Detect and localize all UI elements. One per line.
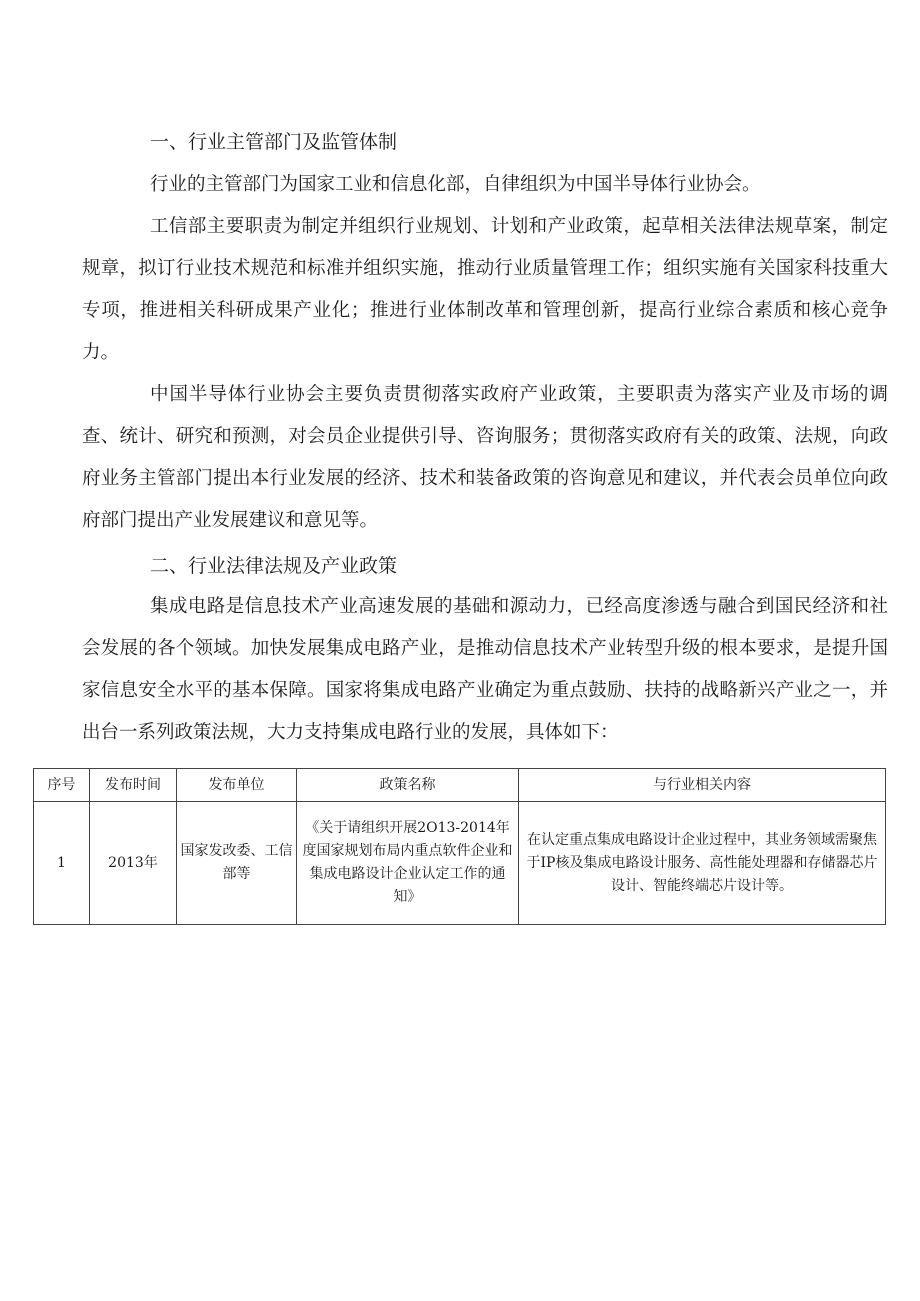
section-1-paragraph-3: 中国半导体行业协会主要负责贯彻落实政府产业政策，主要职责为落实产业及市场的调查、统计、研究和预测，对会员企业提供引导、咨询服务；贯彻落实政府有关的政策、法规，向政府业务主管部门提出本行业发展的经济、技术和装备政策的咨询意见和建议，并代表会员单位向政府部门提出产业发展建议和意见等。 bbox=[82, 384, 888, 531]
header-no: 序号 bbox=[34, 769, 90, 802]
section-1-paragraph-1: 行业的主管部门为国家工业和信息化部，自律组织为中国半导体行业协会。 bbox=[150, 174, 761, 195]
cell-no: 1 bbox=[34, 802, 90, 925]
cell-related-content: 在认定重点集成电路设计企业过程中，其业务领域需聚焦于IP核及集成电路设计服务、高性能处理器和存储器芯片设计、智能终端芯片设计等。 bbox=[519, 802, 886, 925]
header-related-content: 与行业相关内容 bbox=[519, 769, 886, 802]
table-row bbox=[34, 802, 886, 925]
cell-date: 2013年 bbox=[90, 802, 177, 925]
section-2-paragraph-1: 集成电路是信息技术产业高速发展的基础和源动力，已经高度渗透与融合到国民经济和社会发展的各个领域。加快发展集成电路产业，是推动信息技术产业转型升级的根本要求，是提升国家信息安全水平的基本保障。国家将集成电路产业确定为重点鼓励、扶持的战略新兴产业之一，并出台一系列政策法规，大力支持集成电路行业的发展，具体如下： bbox=[82, 596, 888, 743]
policy-table bbox=[33, 768, 886, 925]
table-header-row bbox=[34, 769, 886, 802]
header-issuer: 发布单位 bbox=[177, 769, 297, 802]
cell-policy-name: 《关于请组织开展2O13-2014年度国家规划布局内重点软件企业和集成电路设计企业认定工作的通知》 bbox=[297, 802, 519, 925]
section-1-heading: 一、行业主管部门及监管体制 bbox=[150, 131, 398, 153]
header-policy-name: 政策名称 bbox=[297, 769, 519, 802]
header-date: 发布时间 bbox=[90, 769, 177, 802]
section-2-heading: 二、行业法律法规及产业政策 bbox=[150, 555, 398, 577]
section-1-paragraph-2: 工信部主要职责为制定并组织行业规划、计划和产业政策，起草相关法律法规草案，制定规章，拟订行业技术规范和标准并组织实施，推动行业质量管理工作；组织实施有关国家科技重大专项，推进相关科研成果产业化；推进行业体制改革和管理创新，提高行业综合素质和核心竞争力。 bbox=[82, 216, 888, 363]
cell-issuer: 国家发改委、工信部等 bbox=[177, 802, 297, 925]
